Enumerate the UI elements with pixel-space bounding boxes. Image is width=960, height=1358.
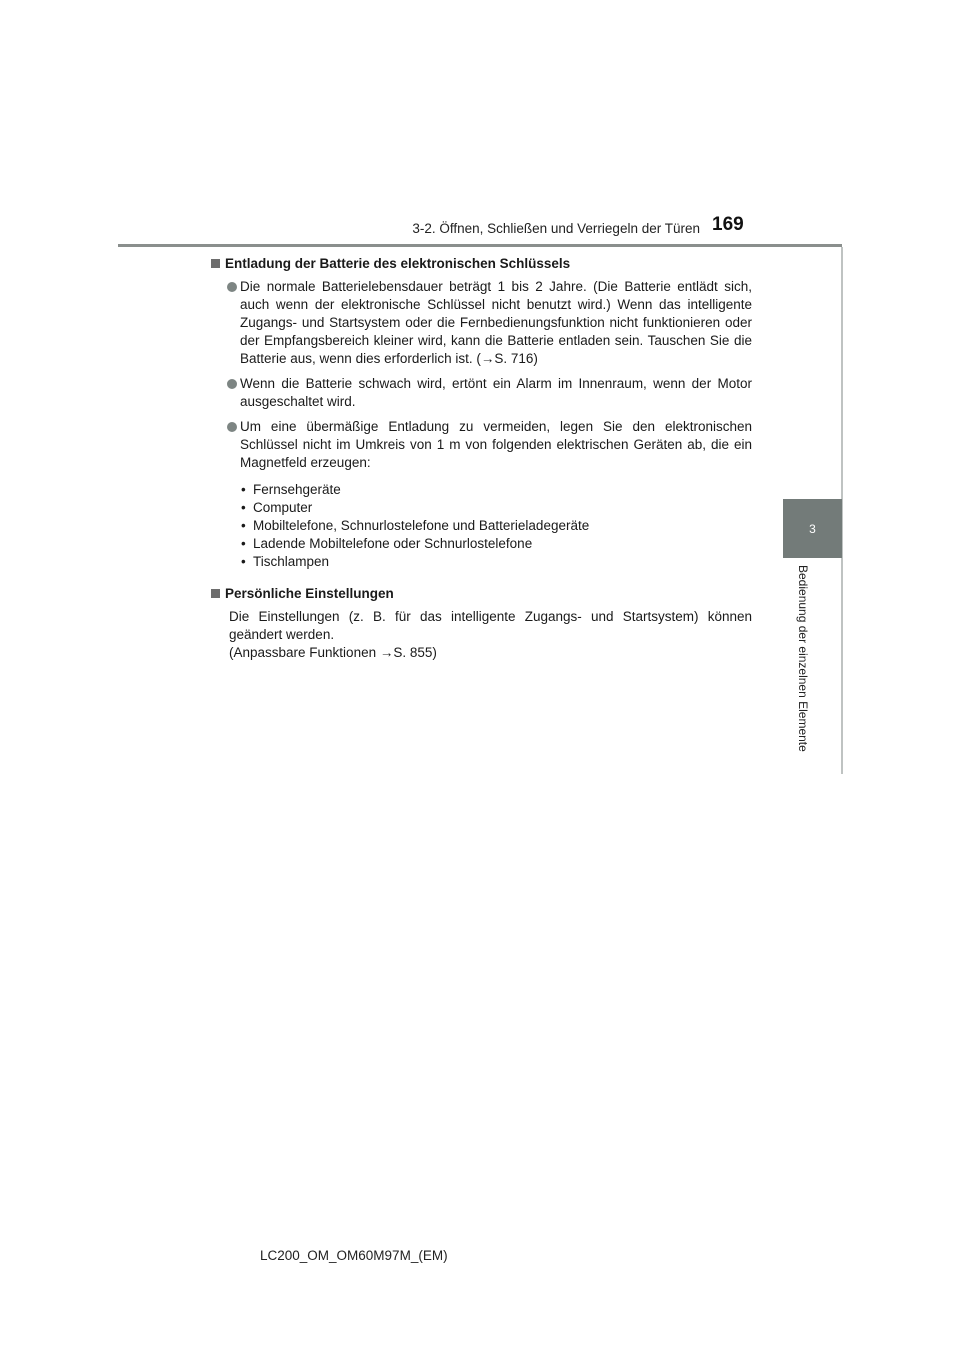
section-battery-discharge bbox=[210, 255, 752, 571]
settings-paragraph: Die Einstellungen (z. B. für das intelligente Zugangs- und Startsystem) können geändert werden. bbox=[229, 609, 752, 642]
list-item bbox=[210, 418, 752, 472]
running-header-section-title: 3-2. Öffnen, Schließen und Verriegeln der Türen bbox=[412, 221, 700, 236]
page-content bbox=[210, 255, 752, 674]
round-bullet-icon bbox=[227, 422, 237, 432]
round-bullet-icon bbox=[227, 282, 237, 292]
section-personal-settings bbox=[210, 585, 752, 662]
chapter-tab bbox=[783, 499, 842, 558]
square-bullet-icon bbox=[211, 589, 220, 598]
chapter-side-title: Bedienung der einzelnen Elemente bbox=[796, 565, 810, 752]
device-list bbox=[210, 481, 752, 571]
list-item-text: Wenn die Batterie schwach wird, ertönt ein Alarm im Innenraum, wenn der Motor ausgeschaltet wird. bbox=[240, 376, 752, 409]
device-list-item: • Ladende Mobiltelefone oder Schnurlostelefone bbox=[241, 536, 533, 551]
section-heading bbox=[210, 585, 752, 603]
chapter-tab-number: 3 bbox=[809, 521, 816, 536]
settings-reference: (Anpassbare Funktionen →S. 855) bbox=[229, 645, 437, 660]
device-list-item: • Mobiltelefone, Schnurlostelefone und Batterieladegeräte bbox=[241, 518, 590, 533]
square-bullet-icon bbox=[211, 259, 220, 268]
list-item bbox=[210, 278, 752, 368]
round-bullet-icon bbox=[227, 379, 237, 389]
document-code: LC200_OM_OM60M97M_(EM) bbox=[260, 1248, 448, 1263]
list-item-text: Die normale Batterielebensdauer beträgt 1 bis 2 Jahre. (Die Batterie entlädt sich, auch wenn der elektronische Schlüssel nicht benutzt wird.) Wenn das intelligente Zugangs- und Startsystem oder die Fernbedienungsfunktion nicht funktionieren oder der Empfangsbereich kleiner wird, kann die Batterie entladen sein. Tauschen Sie die Batterie aus, wenn dies erforderlich ist. (→S. 716) bbox=[240, 279, 752, 366]
section-heading-text: Entladung der Batterie des elektronischen Schlüssels bbox=[225, 256, 571, 271]
list-item bbox=[210, 375, 752, 411]
device-list-item: • Fernsehgeräte bbox=[241, 482, 341, 497]
section-heading-text: Persönliche Einstellungen bbox=[225, 586, 394, 601]
section-heading bbox=[210, 255, 752, 273]
header-divider bbox=[118, 244, 842, 247]
device-list-item: • Computer bbox=[241, 500, 313, 515]
list-item-text: Um eine übermäßige Entladung zu vermeiden, legen Sie den elektronischen Schlüssel nicht im Umkreis von 1 m von folgenden elektrischen Geräten ab, die ein Magnetfeld erzeugen: bbox=[240, 419, 752, 470]
device-list-item: • Tischlampen bbox=[241, 554, 330, 569]
page-number: 169 bbox=[712, 214, 744, 235]
